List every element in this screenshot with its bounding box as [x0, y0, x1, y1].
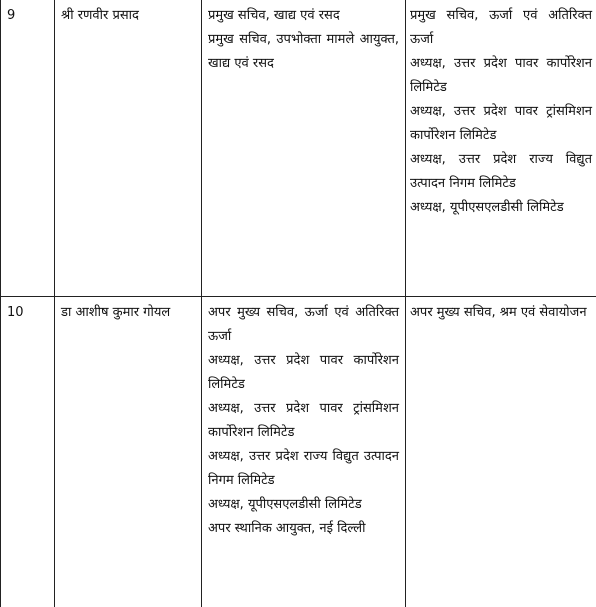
- post-item: अध्यक्ष, यूपीएसएलडीसी लिमिटेड: [208, 497, 362, 512]
- serial-number-cell: [1, 0, 55, 297]
- post-item: अपर स्थानिक आयुक्त, नई दिल्ली: [208, 521, 366, 536]
- post-item: अध्यक्ष, उत्तर प्रदेश पावर कार्पोरेशन लिमिटेड: [410, 56, 592, 95]
- post-item: अध्यक्ष, उत्तर प्रदेश राज्य विद्युत उत्पादन निगम लिमिटेड: [208, 449, 399, 488]
- previous-posts-list: [202, 0, 405, 76]
- post-item: अध्यक्ष, उत्तर प्रदेश पावर कार्पोरेशन लिमिटेड: [208, 353, 399, 392]
- post-item: प्रमुख सचिव, खाद्य एवं रसद: [208, 8, 340, 23]
- previous-posts-list: [202, 297, 405, 541]
- serial-number-cell: [1, 297, 55, 607]
- post-item: प्रमुख सचिव, ऊर्जा एवं अतिरिक्त ऊर्जा: [410, 8, 592, 47]
- official-name-cell: [55, 297, 202, 607]
- post-item: अध्यक्ष, उत्तर प्रदेश राज्य विद्युत उत्पादन निगम लिमिटेड: [410, 152, 592, 191]
- previous-posts-cell: [202, 297, 406, 607]
- post-item: प्रमुख सचिव, उपभोक्ता मामले आयुक्त, खाद्य एवं रसद: [208, 32, 399, 71]
- post-item: अपर मुख्य सचिव, श्रम एवं सेवायोजन: [410, 305, 587, 320]
- official-name: श्री रणवीर प्रसाद: [61, 8, 139, 23]
- official-name: डा आशीष कुमार गोयल: [61, 305, 171, 320]
- new-posts-list: [406, 0, 596, 220]
- new-posts-cell: [406, 297, 596, 607]
- table-row: [1, 297, 596, 607]
- table-row: [1, 0, 596, 297]
- post-item: अपर मुख्य सचिव, ऊर्जा एवं अतिरिक्त ऊर्जा: [208, 305, 399, 344]
- previous-posts-cell: [202, 0, 406, 297]
- post-item: अध्यक्ष, यूपीएसएलडीसी लिमिटेड: [410, 200, 564, 215]
- official-name-cell: [55, 0, 202, 297]
- serial-number: 10: [7, 305, 24, 320]
- post-item: अध्यक्ष, उत्तर प्रदेश पावर ट्रांसमिशन कार्पोरेशन लिमिटेड: [410, 104, 592, 143]
- new-posts-list: [406, 297, 596, 325]
- post-item: अध्यक्ष, उत्तर प्रदेश पावर ट्रांसमिशन कार्पोरेशन लिमिटेड: [208, 401, 399, 440]
- new-posts-cell: [406, 0, 596, 297]
- serial-number: 9: [7, 8, 16, 23]
